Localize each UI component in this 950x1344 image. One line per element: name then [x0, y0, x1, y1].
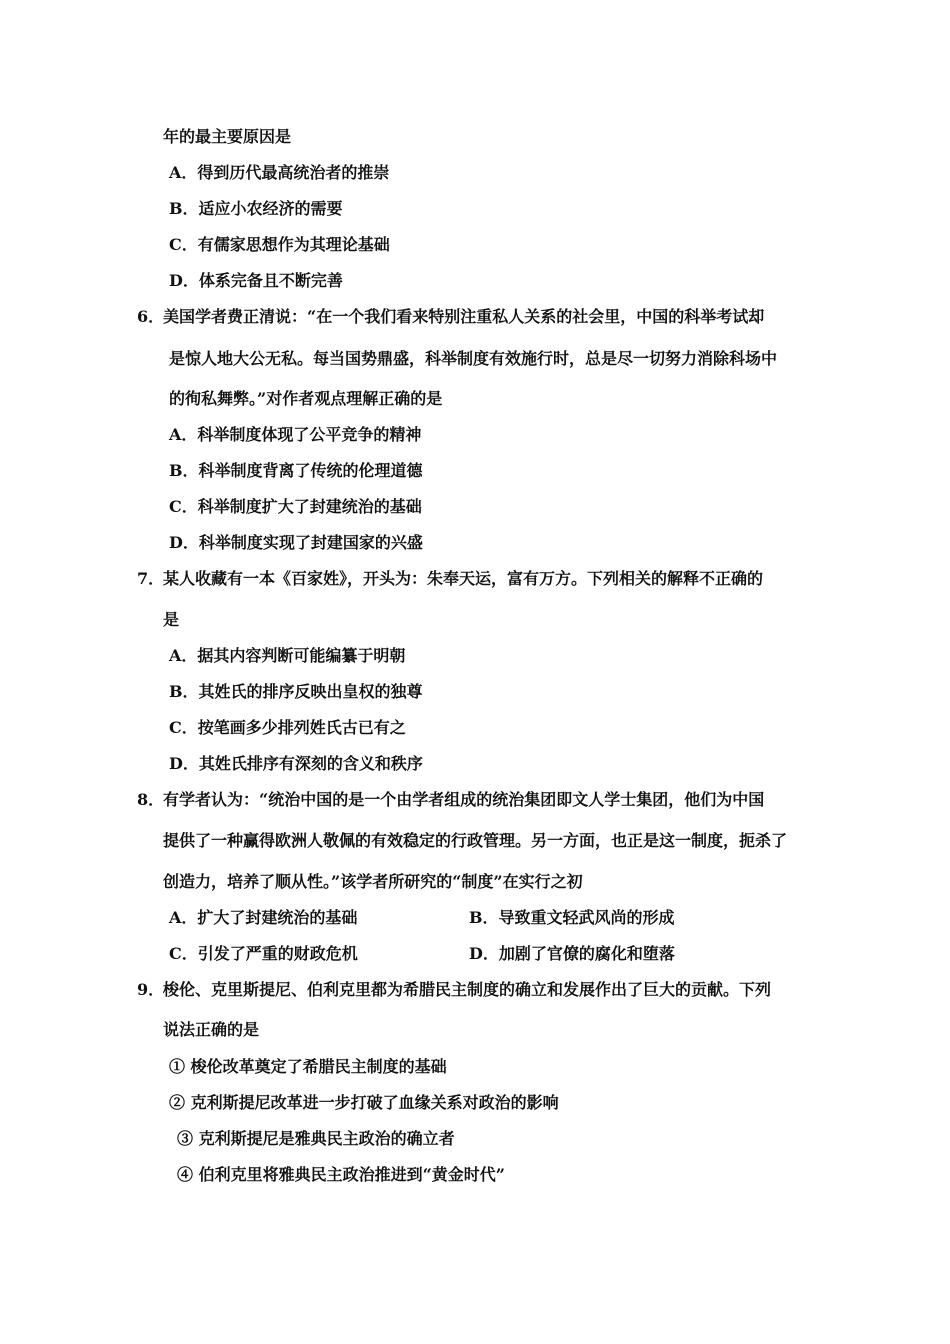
q7-option-a: A．据其内容判断可能编纂于明朝 [169, 646, 406, 665]
q6-number: 6． [137, 307, 165, 326]
q8-number: 8． [137, 790, 165, 809]
q8-option-a: A．扩大了封建统治的基础 [169, 908, 358, 927]
q7-option-d: D．其姓氏排序有深刻的含义和秩序 [169, 754, 423, 773]
q7-stem-line-1 [137, 569, 763, 589]
q6-option-b: B．科举制度背离了传统的伦理道德 [169, 461, 423, 480]
q6-option-c: C．科举制度扩大了封建统治的基础 [169, 497, 422, 516]
q9-number: 9． [137, 980, 165, 999]
q9-item-2: ② 克利斯提尼改革进一步打破了血缘关系对政治的影响 [169, 1093, 559, 1112]
q6-option-a: A．科举制度体现了公平竞争的精神 [169, 425, 422, 444]
q8-stem-line-1 [137, 790, 764, 810]
q8-stem-text-1: 有学者认为：“统治中国的是一个由学者组成的统治集团即文人学士集团，他们为中国 [163, 790, 765, 809]
q9-stem-text-1: 梭伦、克里斯提尼、伯利克里都为希腊民主制度的确立和发展作出了巨大的贡献。下列 [163, 980, 772, 999]
q7-stem-line-2: 是 [163, 610, 180, 629]
q7-option-c: C．按笔画多少排列姓氏古已有之 [169, 718, 406, 737]
q8-option-d: D．加剧了官僚的腐化和堕落 [469, 944, 675, 963]
q8-stem-line-3: 创造力，培养了顺从性。”该学者所研究的“制度”在实行之初 [163, 872, 583, 891]
q8-stem-line-2: 提供了一种赢得欧洲人敬佩的有效稳定的行政管理。另一方面，也正是这一制度，扼杀了 [163, 831, 788, 850]
q9-stem-line-1 [137, 980, 771, 1000]
q6-stem-text-1: 美国学者费正清说：“在一个我们看来特别注重私人关系的社会里，中国的科举考试却 [163, 307, 765, 326]
q5-option-b: B．适应小农经济的需要 [169, 199, 343, 218]
q8-option-b: B．导致重文轻武风尚的形成 [469, 908, 675, 927]
q8-option-c: C．引发了严重的财政危机 [169, 944, 358, 963]
q9-item-3: ③ 克利斯提尼是雅典民主政治的确立者 [177, 1129, 455, 1148]
q7-number: 7． [137, 569, 165, 588]
q6-stem-line-2: 是惊人地大公无私。每当国势鼎盛，科举制度有效施行时，总是尽一切努力消除科场中 [169, 349, 778, 368]
q9-item-1: ① 梭伦改革奠定了希腊民主制度的基础 [169, 1057, 447, 1076]
q9-stem-line-2: 说法正确的是 [163, 1020, 260, 1039]
q5-option-a: A．得到历代最高统治者的推崇 [169, 163, 390, 182]
q6-stem-line-3: 的徇私舞弊。”对作者观点理解正确的是 [169, 389, 443, 408]
q5-option-c: C．有儒家思想作为其理论基础 [169, 235, 390, 254]
q5-option-d: D．体系完备且不断完善 [169, 271, 343, 290]
q5-stem-continuation: 年的最主要原因是 [163, 127, 292, 146]
q7-option-b: B．其姓氏的排序反映出皇权的独尊 [169, 682, 423, 701]
q9-item-4: ④ 伯利克里将雅典民主政治推进到“黄金时代” [177, 1165, 505, 1184]
q6-stem-line-1 [137, 307, 764, 327]
q7-stem-text-1: 某人收藏有一本《百家姓》，开头为：朱奉天运，富有万方。下列相关的解释不正确的 [163, 569, 764, 588]
q6-option-d: D．科举制度实现了封建国家的兴盛 [169, 533, 423, 552]
